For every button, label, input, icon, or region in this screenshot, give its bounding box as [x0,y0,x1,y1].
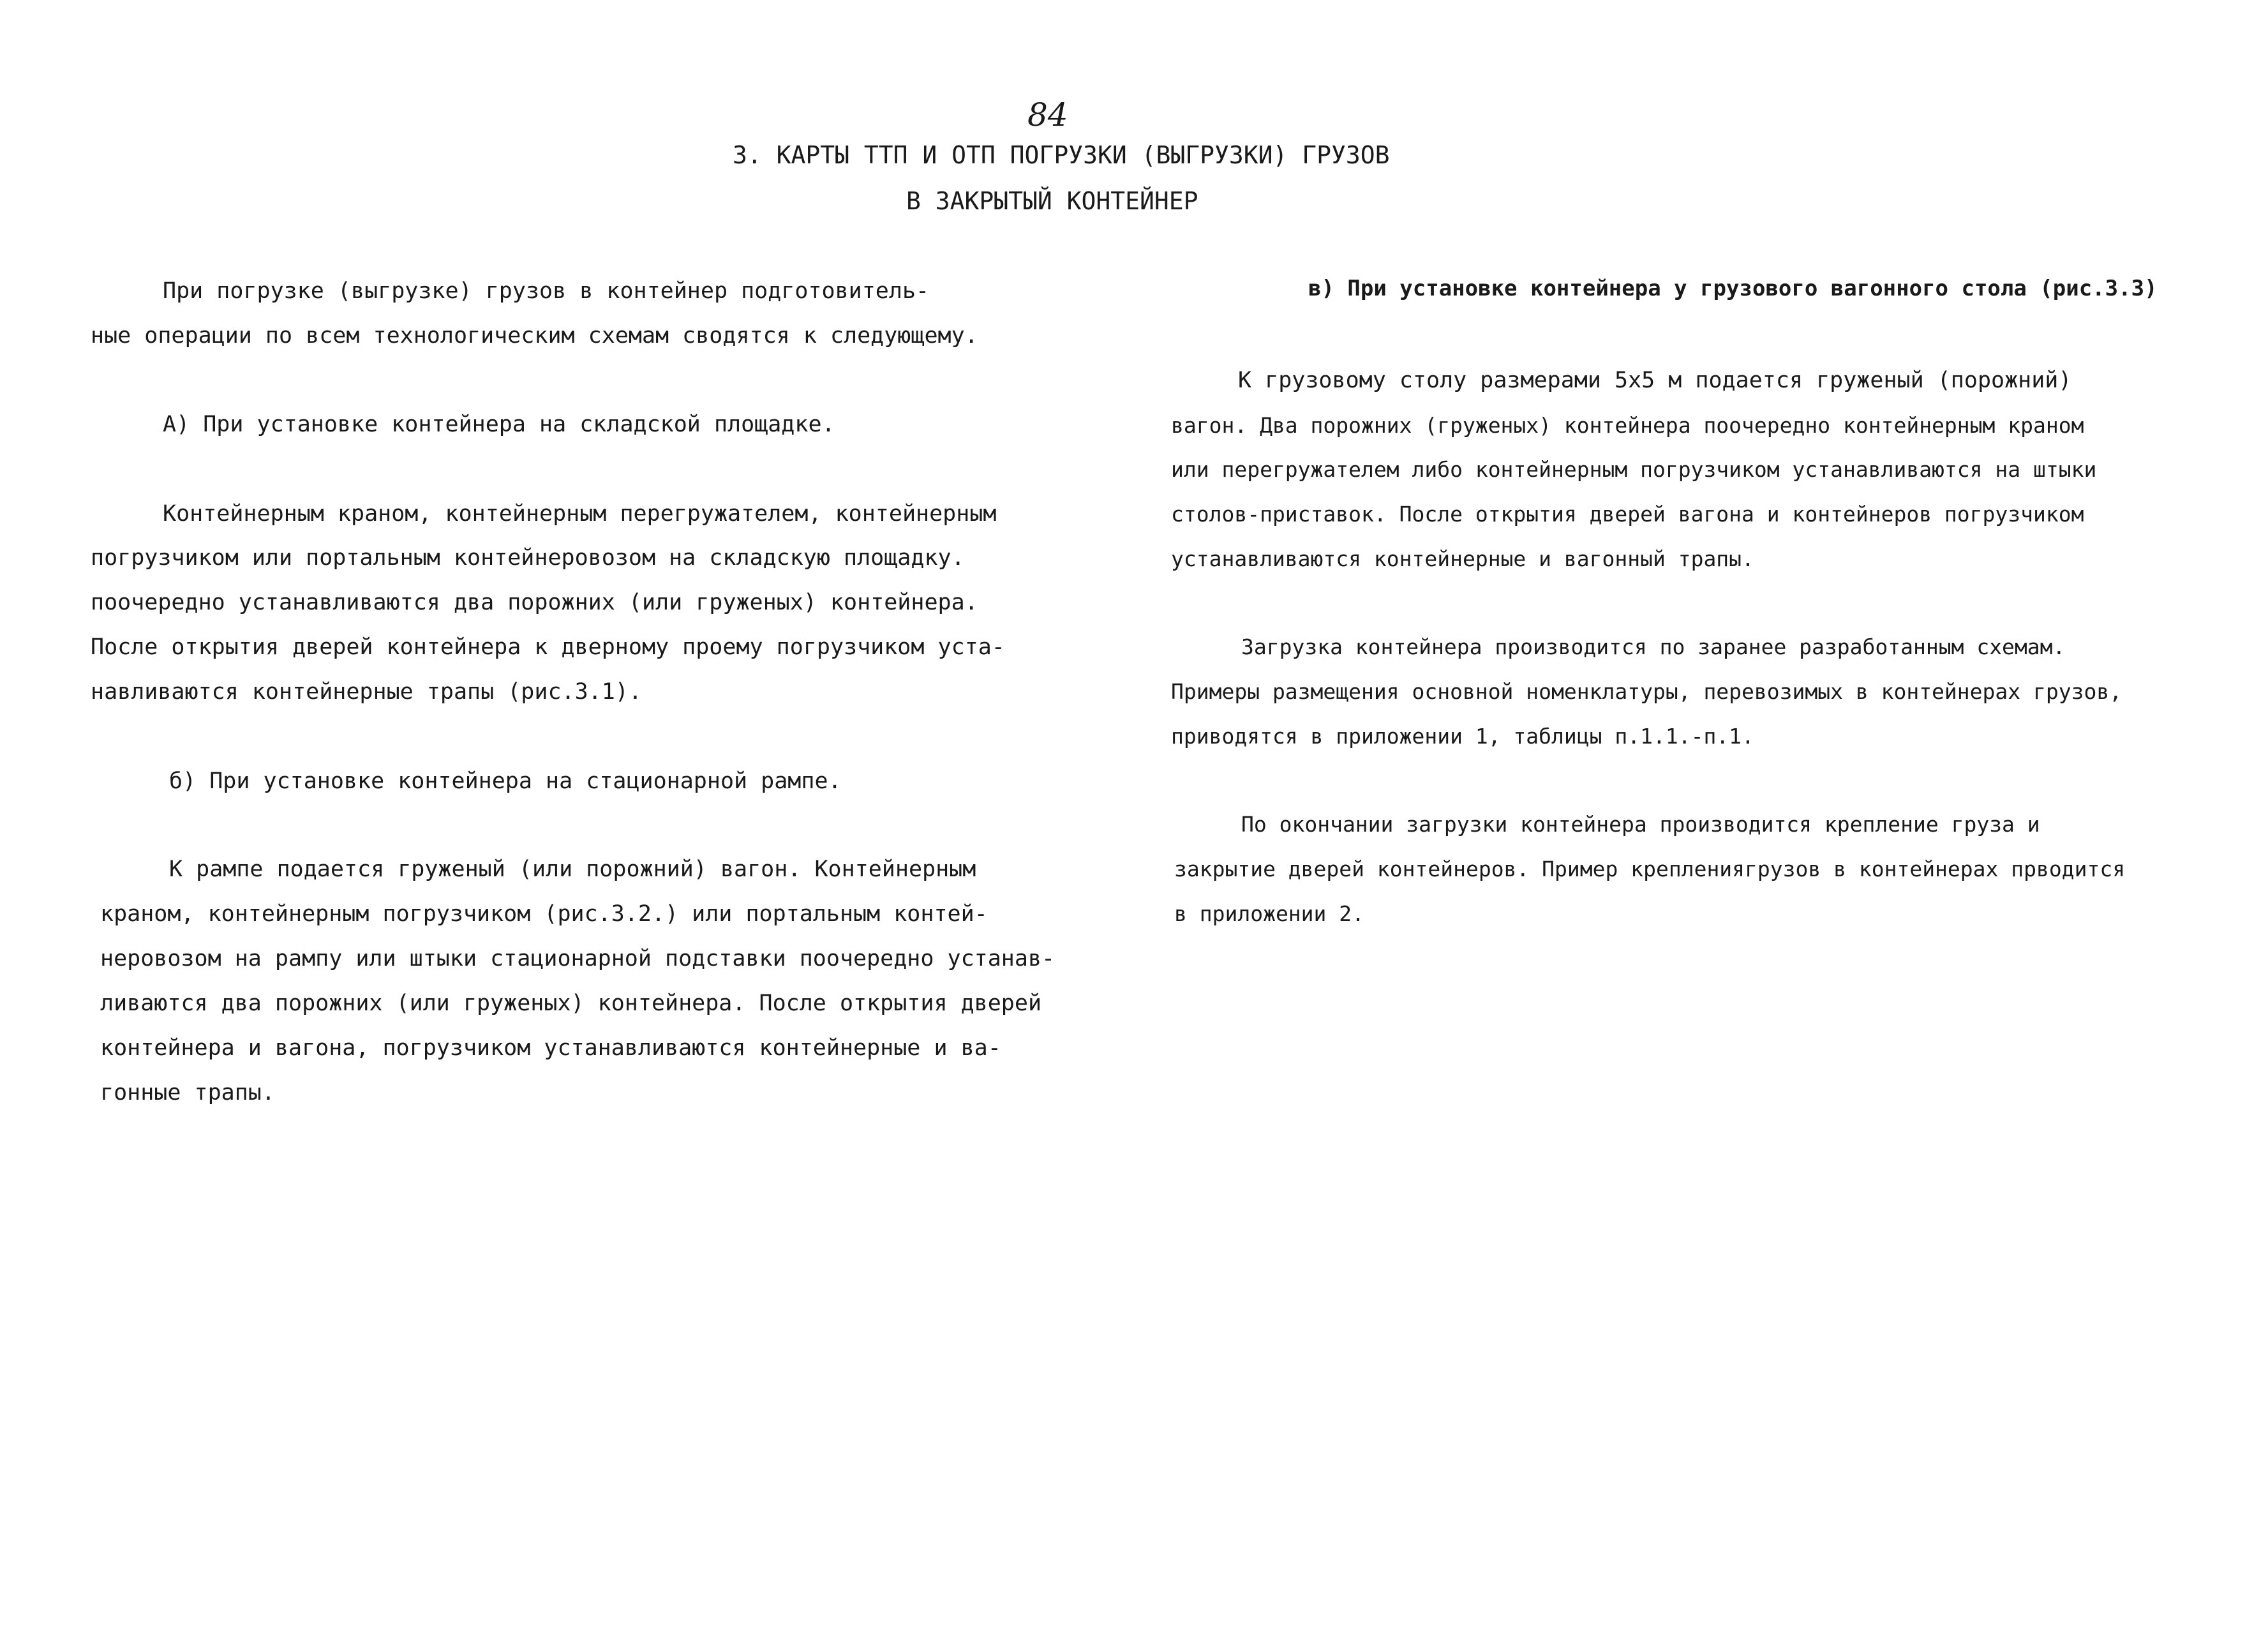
section-b-line-4: ливаются два порожних (или груженых) контейнера. После открытия дверей [100,991,1042,1016]
section-b-line-6: гонные трапы. [100,1080,275,1105]
section-b-heading: б) При установке контейнера на стационарной рампе. [169,768,842,794]
section-v-line-3: или перегружателем либо контейнерным погрузчиком устанавливаются на штыки [1171,457,2097,482]
page-number: 84 [1027,96,1068,133]
section-b-line-1: К рампе подается груженый (или порожний) вагон. Контейнерным [169,857,976,882]
section-a-line-3: поочередно устанавливаются два порожних (или груженых) контейнера. [91,590,978,615]
section-v-line-2: вагон. Два порожних (груженых) контейнера поочередно контейнерным краном [1171,413,2084,438]
section-title-line-1: 3. КАРТЫ ТТП И ОТП ПОГРУЗКИ (ВЫГРУЗКИ) ГРУЗОВ [733,141,1390,169]
section-v-heading: в) При установке контейнера у грузового вагонного стола (рис.3.3) [1308,276,2158,301]
loading-line-2: Примеры размещения основной номенклатуры, перевозимых в контейнерах грузов, [1171,679,2123,704]
section-v-line-1: К грузовому столу размерами 5х5 м подается груженый (порожний) [1238,368,2072,393]
fastening-line-1: По окончании загрузки контейнера производится крепление груза и [1241,812,2040,837]
fastening-line-3: в приложении 2. [1174,901,1365,926]
section-b-line-3: неровозом на рампу или штыки стационарной подставки поочередно устанав- [100,946,1056,971]
section-a-heading: А) При установке контейнера на складской площадке. [163,412,835,437]
section-a-line-5: навливаются контейнерные трапы (рис.3.1). [91,679,642,705]
section-b-line-2: краном, контейнерным погрузчиком (рис.3.2.) или портальным контей- [100,901,988,927]
section-a-line-1: Контейнерным краном, контейнерным перегружателем, контейнерным [163,501,997,527]
left-intro-line-2: ные операции по всем технологическим схемам сводятся к следующему. [91,323,978,348]
section-a-line-2: погрузчиком или портальным контейнеровозом на складскую площадку. [91,545,965,571]
fastening-line-2: закрытие дверей контейнеров. Пример креплениягрузов в контейнерах прводится [1174,857,2126,881]
left-intro-line-1: При погрузке (выгрузке) грузов в контейнер подготовитель- [163,278,930,304]
section-a-line-4: После открытия дверей контейнера к дверному проему погрузчиком уста- [91,634,1005,660]
section-title-line-2: В ЗАКРЫТЫЙ КОНТЕЙНЕР [906,187,1198,215]
loading-line-3: приводятся в приложении 1, таблицы п.1.1.-п.1. [1171,724,1754,749]
section-v-line-4: столов-приставок. После открытия дверей вагона и контейнеров погрузчиком [1171,502,2084,527]
section-v-line-5: устанавливаются контейнерные и вагонный трапы. [1171,546,1754,571]
loading-line-1: Загрузка контейнера производится по заранее разработанным схемам. [1241,634,2066,659]
section-b-line-5: контейнера и вагона, погрузчиком устанавливаются контейнерные и ва- [100,1035,1001,1061]
